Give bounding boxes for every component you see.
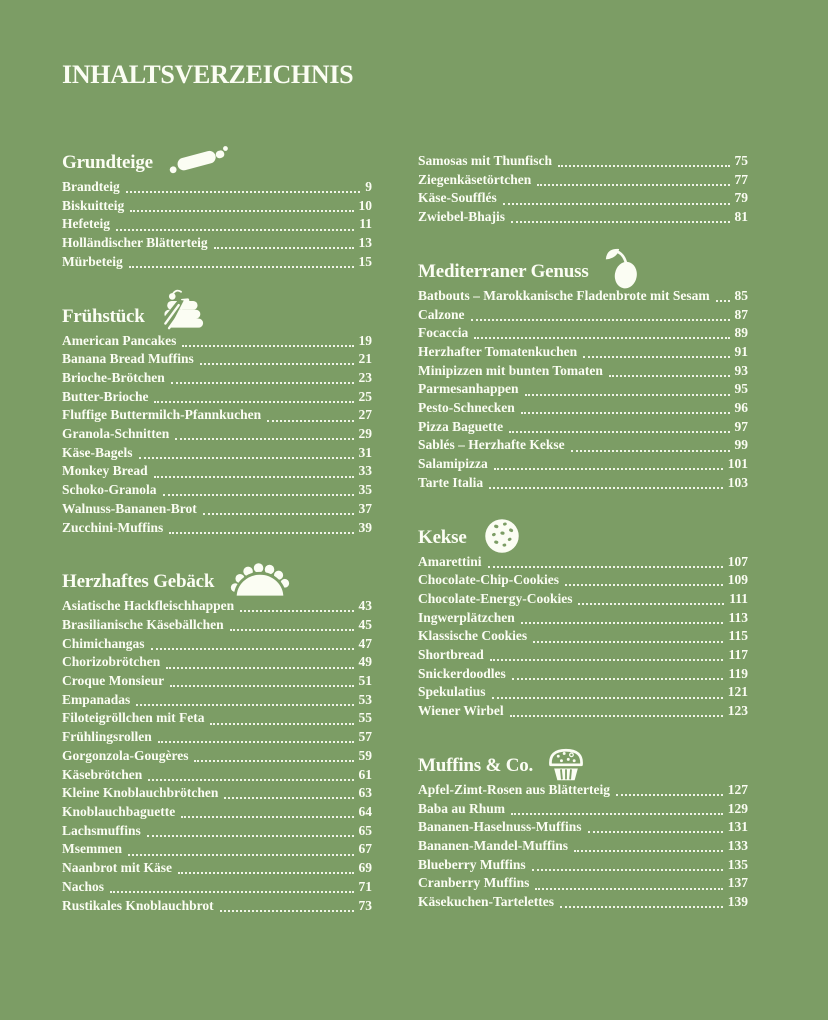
entry-page-number: 21 (358, 351, 372, 367)
toc-entry (62, 784, 372, 803)
dot-leader (110, 891, 353, 893)
entry-title: Zucchini-Muffins (62, 519, 164, 535)
entry-page-number: 15 (358, 253, 372, 269)
entry-page-number: 33 (358, 463, 372, 479)
toc-section (418, 253, 748, 493)
dot-leader (230, 629, 354, 631)
dot-leader (488, 566, 723, 568)
entry-page-number: 39 (358, 519, 372, 535)
section-header (62, 298, 372, 326)
toc-entry (418, 189, 748, 208)
entry-title: Sablés – Herzhafte Kekse (418, 437, 565, 453)
entry-title: Spekulatius (418, 684, 486, 700)
entry-title: Gorgonzola-Gougères (62, 747, 189, 763)
entry-title: Bananen-Mandel-Muffins (418, 837, 569, 853)
dot-leader (489, 487, 723, 489)
entry-title: Blueberry Muffins (418, 856, 526, 872)
entry-title: Walnuss-Bananen-Brot (62, 500, 197, 516)
toc-entry (62, 859, 372, 878)
entry-title: American Pancakes (62, 332, 177, 348)
toc-entry (418, 590, 748, 609)
toc-entry (62, 822, 372, 841)
entry-page-number: 95 (734, 381, 748, 397)
dot-leader (511, 813, 723, 815)
entry-page-number: 115 (728, 628, 748, 644)
dot-leader (571, 450, 730, 452)
entry-title: Rustikales Knoblauchbrot (62, 897, 214, 913)
toc-entry (62, 234, 372, 253)
dot-leader (163, 494, 354, 496)
toc-entry (418, 665, 748, 684)
toc-column-left (62, 144, 372, 915)
entry-title: Salamipizza (418, 456, 488, 472)
entry-title: Käse-Soufflés (418, 190, 497, 206)
entry-title: Butter-Brioche (62, 388, 149, 404)
entry-page-number: 97 (734, 418, 748, 434)
entry-page-number: 123 (727, 703, 748, 719)
entry-title: Zwiebel-Bhajis (418, 209, 506, 225)
toc-column-right (418, 144, 748, 915)
toc-entry (418, 646, 748, 665)
toc-entry (62, 672, 372, 691)
toc-entry (62, 597, 372, 616)
entry-title: Chocolate-Energy-Cookies (418, 590, 573, 606)
dot-leader (537, 184, 729, 186)
dot-leader (158, 741, 354, 743)
entry-page-number: 135 (727, 856, 748, 872)
toc-entry (418, 893, 748, 912)
entry-page-number: 129 (727, 800, 748, 816)
entry-page-number: 113 (728, 609, 748, 625)
entry-title: Biskuitteig (62, 197, 125, 213)
entry-title: Ingwerplätzchen (418, 609, 515, 625)
toc-entry (418, 343, 748, 362)
entry-title: Käse-Bagels (62, 444, 133, 460)
entry-page-number: 29 (358, 426, 372, 442)
entry-title: Monkey Bread (62, 463, 148, 479)
dot-leader (130, 210, 353, 212)
dot-leader (169, 532, 353, 534)
entry-title: Asiatische Hackfleischhappen (62, 598, 235, 614)
toc-entry (418, 152, 748, 171)
toc-entry (62, 369, 372, 388)
entry-page-number: 25 (358, 388, 372, 404)
toc-entry (62, 897, 372, 916)
entry-title: Tarte Italia (418, 474, 484, 490)
olive-icon (602, 245, 642, 291)
entry-page-number: 67 (358, 841, 372, 857)
dot-leader (578, 603, 724, 605)
toc-entry (62, 803, 372, 822)
entry-page-number: 10 (358, 197, 372, 213)
dot-leader (267, 420, 353, 422)
entry-title: Brasilianische Käsebällchen (62, 616, 224, 632)
entry-title: Apfel-Zimt-Rosen aus Blätterteig (418, 781, 610, 797)
toc-entry (418, 208, 748, 227)
toc-entry (62, 500, 372, 519)
dot-leader (210, 723, 353, 725)
toc-entry (418, 702, 748, 721)
entry-title: Käsekuchen-Tartelettes (418, 894, 554, 910)
toc-entry (62, 653, 372, 672)
toc-entry (418, 874, 748, 893)
entry-title: Samosas mit Thunfisch (418, 153, 553, 168)
entry-title: Wiener Wirbel (418, 703, 504, 719)
entry-page-number: 64 (358, 803, 372, 819)
entry-page-number: 77 (734, 171, 748, 187)
entry-title: Fluffige Buttermilch-Pfannkuchen (62, 407, 262, 423)
dot-leader (224, 797, 353, 799)
dot-leader (525, 394, 730, 396)
toc-entry (62, 444, 372, 463)
toc-section (62, 563, 372, 915)
dot-leader (170, 685, 353, 687)
dot-leader (214, 247, 354, 249)
dot-leader (588, 831, 723, 833)
toc-entry (62, 766, 372, 785)
empanada-icon (227, 559, 293, 599)
entry-page-number: 9 (365, 179, 372, 194)
entry-title: Lachsmuffins (62, 822, 141, 838)
entry-page-number: 45 (358, 616, 372, 632)
toc-entry (62, 178, 372, 197)
toc-entry (62, 709, 372, 728)
section-heading: Kekse (418, 526, 467, 548)
dot-leader (240, 610, 353, 612)
entry-page-number: 47 (358, 635, 372, 651)
toc-entry (418, 571, 748, 590)
entry-title: Nachos (62, 878, 105, 894)
entry-title: Brioche-Brötchen (62, 369, 165, 385)
dot-leader (175, 438, 353, 440)
entry-page-number: 69 (358, 860, 372, 876)
dot-leader (136, 704, 353, 706)
toc-entry (62, 691, 372, 710)
toc-entry (418, 287, 748, 306)
section-heading: Herzhaftes Gebäck (62, 571, 215, 593)
entry-title: Parmesanhappen (418, 381, 519, 397)
dot-leader (583, 356, 729, 358)
entry-title: Knoblauchbaguette (62, 803, 176, 819)
entry-title: Snickerdoodles (418, 665, 506, 681)
toc-entry (62, 253, 372, 272)
toc-entry (418, 362, 748, 381)
rolling-pin-icon (166, 145, 230, 175)
toc-entry (418, 418, 748, 437)
entry-page-number: 91 (734, 343, 748, 359)
toc-entry (418, 399, 748, 418)
entry-page-number: 137 (727, 875, 748, 891)
entry-page-number: 107 (727, 553, 748, 569)
section-header (418, 253, 748, 281)
entry-title: Käsebrötchen (62, 766, 143, 782)
dot-leader (116, 229, 354, 231)
entry-title: Frühlingsrollen (62, 729, 152, 745)
entry-page-number: 61 (358, 766, 372, 782)
toc-entry (418, 800, 748, 819)
dot-leader (492, 697, 723, 699)
toc-entry (418, 436, 748, 455)
section-heading: Muffins & Co. (418, 754, 534, 776)
toc-section (62, 144, 372, 272)
entry-title: Mürbeteig (62, 253, 123, 269)
dot-leader (535, 888, 722, 890)
entry-page-number: 11 (359, 216, 372, 232)
entry-title: Brandteig (62, 179, 120, 194)
entry-page-number: 131 (727, 819, 748, 835)
entry-page-number: 81 (734, 209, 748, 225)
toc-entry (62, 425, 372, 444)
entry-page-number: 51 (358, 673, 372, 689)
muffin-icon (546, 742, 586, 784)
toc-entry (418, 856, 748, 875)
toc-section (62, 298, 372, 538)
dot-leader (521, 622, 724, 624)
section-heading: Mediterraner Genuss (418, 260, 589, 282)
entry-title: Focaccia (418, 325, 469, 341)
entry-page-number: 63 (358, 785, 372, 801)
entry-page-number: 121 (727, 684, 748, 700)
entry-title: Herzhafter Tomatenkuchen (418, 343, 578, 359)
section-header (418, 519, 748, 547)
dot-leader (181, 816, 353, 818)
entry-title: Holländischer Blätterteig (62, 235, 208, 251)
dot-leader (511, 221, 729, 223)
section-header (62, 563, 372, 591)
entry-title: Chorizobrötchen (62, 654, 161, 670)
entry-title: Bananen-Haselnuss-Muffins (418, 819, 582, 835)
entry-page-number: 73 (358, 897, 372, 913)
entry-title: Hefeteig (62, 216, 110, 232)
toc-entry (62, 616, 372, 635)
dot-leader (166, 667, 353, 669)
entry-page-number: 96 (734, 400, 748, 416)
dot-leader (182, 345, 353, 347)
entry-title: Batbouts – Marokkanische Fladenbrote mit Sesam (418, 287, 710, 303)
entry-title: Granola-Schnitten (62, 426, 170, 442)
dot-leader (558, 165, 729, 167)
toc-entry (418, 474, 748, 493)
dot-leader (510, 715, 723, 717)
entry-page-number: 23 (358, 369, 372, 385)
toc-entry (418, 818, 748, 837)
entry-page-number: 127 (727, 781, 748, 797)
entry-page-number: 99 (734, 437, 748, 453)
dot-leader (200, 363, 354, 365)
dot-leader (220, 910, 354, 912)
toc-entry (62, 215, 372, 234)
entry-page-number: 71 (358, 878, 372, 894)
entry-title: Baba au Rhum (418, 800, 506, 816)
toc-entry (62, 481, 372, 500)
entry-page-number: 27 (358, 407, 372, 423)
entry-page-number: 93 (734, 362, 748, 378)
toc-entry (62, 332, 372, 351)
dot-leader (471, 319, 730, 321)
entry-title: Filoteigröllchen mit Feta (62, 710, 205, 726)
entry-page-number: 49 (358, 654, 372, 670)
toc-entry (62, 840, 372, 859)
dot-leader (616, 794, 723, 796)
toc-entry (418, 683, 748, 702)
toc-columns (62, 144, 748, 915)
dot-leader (512, 678, 724, 680)
section-header (62, 144, 372, 172)
entry-page-number: 65 (358, 822, 372, 838)
section-header (418, 747, 748, 775)
toc-section (418, 152, 748, 227)
toc-entry (62, 406, 372, 425)
entry-page-number: 57 (358, 729, 372, 745)
entry-page-number: 117 (728, 647, 748, 663)
entry-page-number: 43 (358, 598, 372, 614)
toc-entry (62, 747, 372, 766)
entry-title: Minipizzen mit bunten Tomaten (418, 362, 603, 378)
toc-entry (62, 519, 372, 538)
dot-leader (533, 641, 723, 643)
entry-page-number: 59 (358, 747, 372, 763)
entry-title: Calzone (418, 306, 465, 322)
toc-entry (418, 609, 748, 628)
dot-leader (171, 382, 354, 384)
entry-page-number: 75 (734, 153, 748, 168)
toc-entry (62, 728, 372, 747)
toc-entry (62, 350, 372, 369)
dot-leader (503, 203, 730, 205)
section-heading: Frühstück (62, 305, 145, 327)
toc-entry (418, 306, 748, 325)
dot-leader (609, 375, 730, 377)
entry-page-number: 19 (358, 332, 372, 348)
entry-title: Klassische Cookies (418, 628, 528, 644)
dot-leader (148, 779, 353, 781)
entry-page-number: 55 (358, 710, 372, 726)
entry-title: Cranberry Muffins (418, 875, 530, 891)
dot-leader (154, 401, 353, 403)
dot-leader (521, 412, 730, 414)
entry-title: Amarettini (418, 553, 482, 569)
entry-page-number: 79 (734, 190, 748, 206)
entry-title: Chocolate-Chip-Cookies (418, 572, 559, 588)
entry-page-number: 103 (727, 474, 748, 490)
dot-leader (178, 872, 354, 874)
dot-leader (574, 850, 723, 852)
toc-entry (62, 197, 372, 216)
toc-entry (418, 171, 748, 190)
entry-page-number: 119 (728, 665, 748, 681)
toc-section (418, 747, 748, 912)
pancakes-icon (158, 289, 204, 336)
dot-leader (129, 266, 354, 268)
entry-title: Pesto-Schnecken (418, 400, 515, 416)
entry-page-number: 109 (727, 572, 748, 588)
entry-title: Shortbread (418, 647, 484, 663)
dot-leader (532, 869, 723, 871)
cookie-icon (480, 514, 524, 558)
toc-section (418, 519, 748, 721)
entry-title: Kleine Knoblauchbrötchen (62, 785, 219, 801)
entry-page-number: 85 (734, 287, 748, 303)
toc-entry (418, 837, 748, 856)
dot-leader (128, 854, 354, 856)
entry-page-number: 139 (727, 894, 748, 910)
dot-leader (474, 337, 729, 339)
entry-page-number: 89 (734, 325, 748, 341)
dot-leader (139, 457, 354, 459)
toc-entry (62, 878, 372, 897)
dot-leader (147, 835, 354, 837)
entry-title: Naanbrot mit Käse (62, 860, 172, 876)
dot-leader (560, 906, 723, 908)
entry-page-number: 133 (727, 837, 748, 853)
toc-entry (62, 462, 372, 481)
toc-entry (418, 553, 748, 572)
entry-title: Banana Bread Muffins (62, 351, 194, 367)
dot-leader (126, 191, 360, 193)
entry-page-number: 87 (734, 306, 748, 322)
toc-entry (418, 627, 748, 646)
entry-page-number: 35 (358, 482, 372, 498)
entry-title: Ziegenkäsetörtchen (418, 171, 532, 187)
entry-title: Msemmen (62, 841, 122, 857)
entry-page-number: 111 (729, 590, 748, 606)
page-title: INHALTSVERZEICHNIS (62, 60, 354, 89)
toc-entry (62, 635, 372, 654)
dot-leader (716, 300, 730, 302)
entry-page-number: 31 (358, 444, 372, 460)
toc-entry (418, 455, 748, 474)
entry-page-number: 37 (358, 500, 372, 516)
dot-leader (494, 468, 723, 470)
dot-leader (509, 431, 729, 433)
toc-entry (418, 324, 748, 343)
entry-title: Chimichangas (62, 635, 145, 651)
entry-page-number: 101 (727, 456, 748, 472)
entry-page-number: 13 (358, 235, 372, 251)
entry-title: Empanadas (62, 691, 131, 707)
dot-leader (194, 760, 353, 762)
toc-entry (418, 380, 748, 399)
dot-leader (565, 584, 723, 586)
section-heading: Grundteige (62, 152, 153, 173)
dot-leader (490, 659, 724, 661)
entry-page-number: 53 (358, 691, 372, 707)
entry-title: Schoko-Granola (62, 482, 157, 498)
dot-leader (203, 513, 354, 515)
dot-leader (151, 648, 354, 650)
entry-title: Pizza Baguette (418, 418, 504, 434)
dot-leader (154, 476, 354, 478)
entry-title: Croque Monsieur (62, 673, 165, 689)
toc-entry (62, 388, 372, 407)
